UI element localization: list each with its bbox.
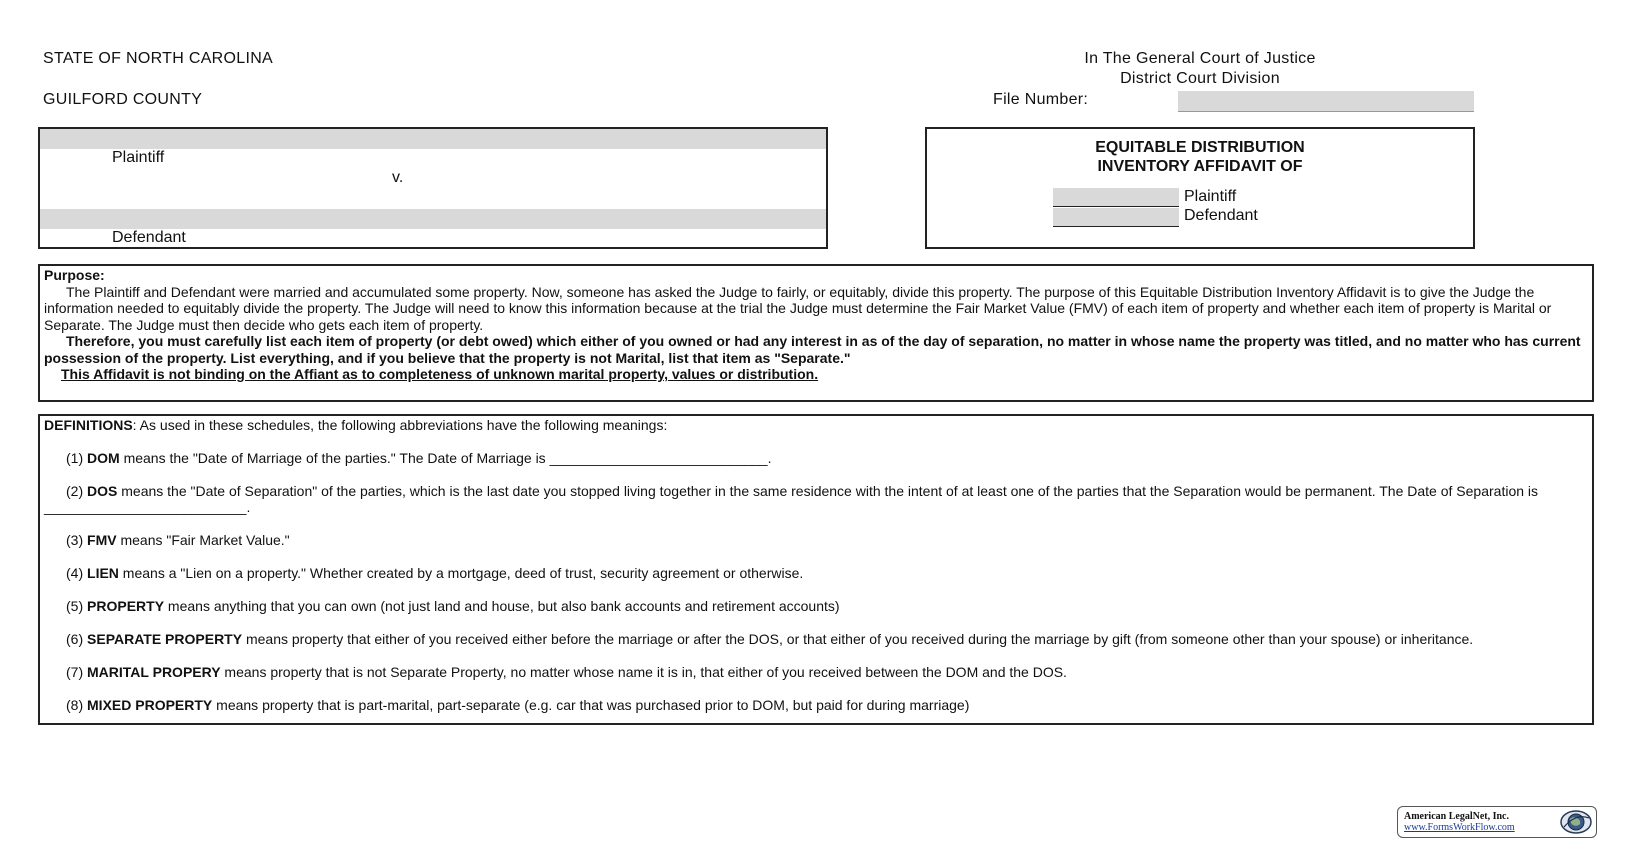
definition-item: (7) MARITAL PROPERY means property that is not Separate Property, no matter whose name it is in, that either of you received between the DOM and the DOS. [66, 664, 1067, 680]
plaintiff-label: Plaintiff [112, 149, 165, 166]
plaintiff-checkbox-field[interactable] [1053, 188, 1179, 207]
purpose-paragraph-1: The Plaintiff and Defendant were married and accumulated some property. Now, someone has asked the Judge to fairly, or equitably, divide this property. The purpose of this Equitable Distribution Inventory Affidavit is to give the Judge the information needed to equitably divide the property. The Judge will need to know this information because at the trial the Judge must determine the Fair Market Value (FMV) of each item of property and whether each item of property is Marital or Separate. The Judge must then decide who gets each item of property. [44, 283, 1552, 333]
definition-item: (6) SEPARATE PROPERTY means property that either of you received either before the marriage or after the DOS, or that either of you received during the marriage by gift (from someone other than your spouse) or inheritance. [66, 631, 1474, 647]
definitions-intro: : As used in these schedules, the following abbreviations have the following meanings: [132, 417, 668, 433]
affidavit-title-box [925, 127, 1475, 249]
file-number-input[interactable] [1178, 91, 1474, 112]
plaintiff-name-input[interactable] [40, 129, 826, 149]
definition-item: (8) MIXED PROPERTY means property that is part-marital, part-separate (e.g. car that was purchased prior to DOM, but paid for during marriage) [66, 697, 970, 713]
file-number-label: File Number: [993, 91, 1089, 108]
defendant-option-label: Defendant [1184, 207, 1258, 224]
title-line-1: EQUITABLE DISTRIBUTION [1095, 139, 1305, 156]
definition-item: (1) DOM means the "Date of Marriage of the parties." The Date of Marriage is ____________________________. [66, 450, 772, 466]
definitions-heading: DEFINITIONS [44, 417, 133, 433]
case-caption-box [38, 127, 828, 249]
defendant-checkbox-field[interactable] [1053, 208, 1179, 227]
title-line-2: INVENTORY AFFIDAVIT OF [1097, 158, 1303, 175]
definition-item: (4) LIEN means a "Lien on a property." Whether created by a mortgage, deed of trust, security agreement or otherwise. [66, 565, 804, 581]
purpose-paragraph-2: Therefore, you must carefully list each item of property (or debt owed) which either of you owned or had any interest in as of the day of separation, no matter in whose name the property was titled, and no matter who has current possession of the property. List everything, and if you believe that the property is not Marital, list that item as "Separate." [44, 333, 1581, 366]
defendant-label: Defendant [112, 229, 186, 246]
county-name: GUILFORD COUNTY [43, 91, 203, 108]
purpose-paragraph-3: This Affidavit is not binding on the Affiant as to completeness of unknown marital property, values or distribution. [61, 366, 819, 382]
definition-item: (5) PROPERTY means anything that you can own (not just land and house, but also bank accounts and retirement accounts) [66, 598, 840, 614]
footer-logo [1397, 806, 1597, 838]
state-name: STATE OF NORTH CAROLINA [43, 50, 274, 67]
definition-item: (2) DOS means the "Date of Separation" of the parties, which is the last date you stopped living together in the same residence with the intent of at least one of the parties that the Separation would be permanent. The Date of Separation is __________________________. [44, 483, 1539, 515]
purpose-heading: Purpose: [44, 267, 105, 283]
versus-label: v. [392, 169, 404, 186]
company-name: American LegalNet, Inc. [1404, 811, 1509, 822]
plaintiff-option-label: Plaintiff [1184, 188, 1237, 205]
company-url[interactable]: www.FormsWorkFlow.com [1404, 822, 1515, 833]
definition-item: (3) FMV means "Fair Market Value." [66, 532, 290, 548]
globe-icon [1559, 809, 1593, 835]
definitions-section [38, 414, 1594, 725]
defendant-name-input[interactable] [40, 209, 826, 229]
purpose-section [38, 264, 1594, 402]
court-line-2: District Court Division [1120, 70, 1280, 87]
court-line-1: In The General Court of Justice [1084, 50, 1316, 67]
